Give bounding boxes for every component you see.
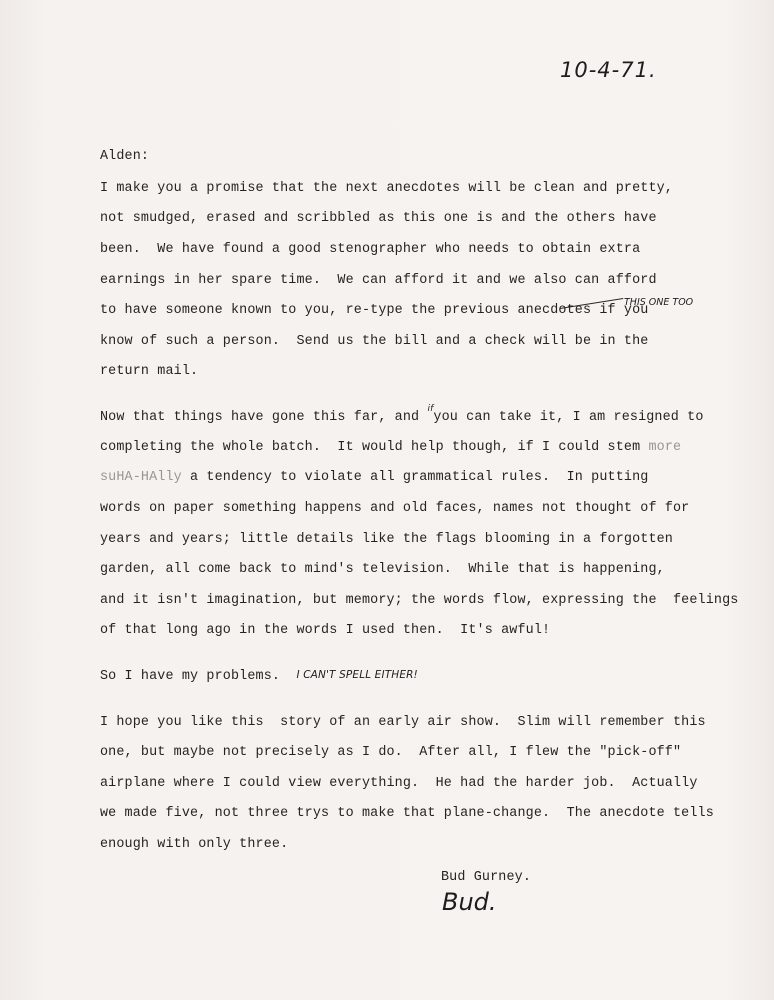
paragraph-2-line-6: garden, all come back to mind's television. While that is happening, — [100, 562, 665, 577]
paragraph-1-line-7: return mail. — [100, 364, 199, 379]
paragraph-2-line-3: suHA-HAlly a tendency to violate all grammatical rules. In putting — [100, 470, 649, 485]
paragraph-2-line-8: of that long ago in the words I used then. It's awful! — [100, 623, 551, 638]
paragraph-1-line-4: earnings in her spare time. We can afford it and we also can afford — [100, 273, 657, 288]
paragraph-4-line-3: airplane where I could view everything. He had the harder job. Actually — [100, 776, 698, 791]
paragraph-2-line-1: Now that things have gone this far, and $^{if}$you can take it, I am resigned to — [100, 404, 704, 425]
paragraph-1-line-2: not smudged, erased and scribbled as this one is and the others have — [100, 211, 657, 226]
paragraph-4-line-1: I hope you like this story of an early air show. Slim will remember this — [100, 715, 706, 730]
handwritten-insertion-if: if — [427, 404, 434, 414]
paragraph-2-line-4: words on paper something happens and old faces, names not thought of for — [100, 501, 690, 516]
handwritten-date: 10-4-71. — [560, 58, 657, 82]
paragraph-4-line-5: enough with only three. — [100, 837, 289, 852]
paragraph-4-line-2: one, but maybe not precisely as I do. After all, I flew the "pick-off" — [100, 745, 682, 760]
paragraph-4-line-4: we made five, not three trys to make that plane-change. The anecdote tells — [100, 806, 714, 821]
handwritten-inline-note: I CAN'T SPELL EITHER! — [296, 669, 418, 681]
signature-name: Bud Gurney. — [441, 870, 532, 885]
paragraph-2-line-5: years and years; little details like the flags blooming in a forgotten — [100, 532, 673, 547]
struck-word: more — [648, 440, 682, 455]
paragraph-1-line-3: been. We have found a good stenographer who needs to obtain extra — [100, 242, 641, 257]
paragraph-1-line-6: know of such a person. Send us the bill and a check will be in the — [100, 334, 649, 349]
handwritten-signature: Bud. — [442, 888, 497, 916]
paragraph-3: So I have my problems. I CAN'T SPELL EITHER! — [100, 669, 418, 684]
paragraph-1-line-5: to have someone known to you, re-type the previous anecdotes if you — [100, 303, 649, 318]
paragraph-1-line-1: I make you a promise that the next anecdotes will be clean and pretty, — [100, 181, 673, 196]
margin-note: THIS ONE TOO — [624, 297, 694, 308]
struck-word-2: suHA-HAlly — [100, 470, 182, 485]
salutation: Alden: — [100, 149, 150, 164]
paragraph-2-line-2: completing the whole batch. It would help though, if I could stem more — [100, 440, 682, 455]
paragraph-2-line-7: and it isn't imagination, but memory; the words flow, expressing the feelings — [100, 593, 739, 608]
